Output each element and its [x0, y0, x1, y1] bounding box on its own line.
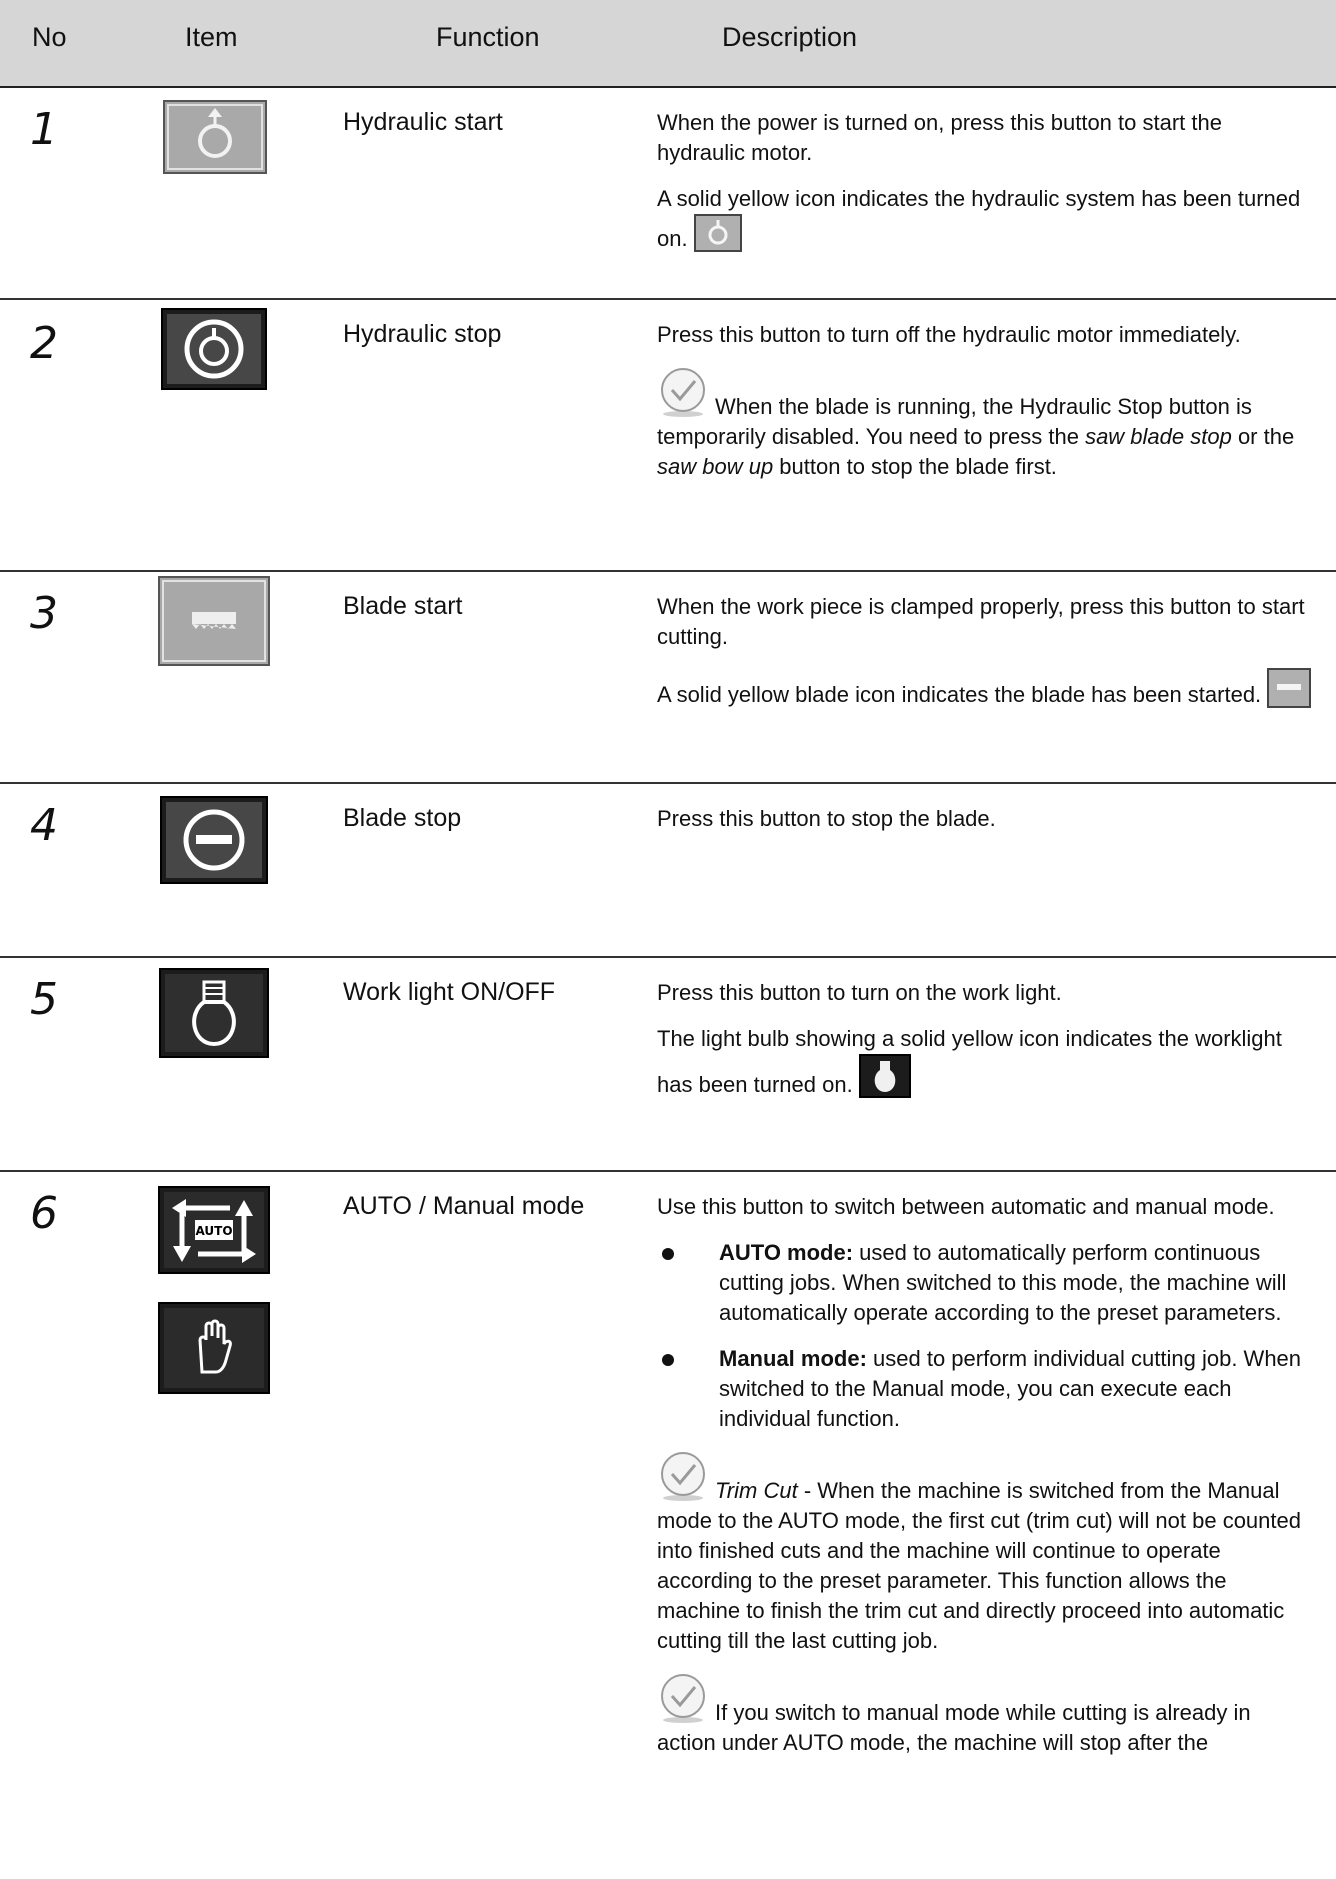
bullet-label: AUTO mode:: [719, 1240, 854, 1265]
description-text: When the work piece is clamped properly, press this button to start cutting.: [657, 594, 1305, 649]
description-text: Press this button to turn off the hydraulic motor immediately.: [657, 322, 1241, 347]
manual-hand-icon[interactable]: [158, 1302, 270, 1394]
note-emphasis: saw bow up: [657, 454, 774, 479]
header-function: Function: [436, 22, 540, 52]
bullet-icon: [662, 1248, 674, 1260]
table-row: [0, 300, 1336, 572]
auto-mode-icon[interactable]: [158, 1186, 270, 1274]
header-item: Item: [185, 22, 238, 52]
blade-stop-icon[interactable]: [160, 796, 268, 884]
header-no: No: [32, 22, 67, 52]
row-number: 4: [30, 800, 58, 851]
row-description: [657, 592, 1312, 726]
blade-start-icon[interactable]: [158, 576, 270, 666]
row-number: 6: [30, 1188, 58, 1239]
hydraulic-stop-icon[interactable]: [161, 308, 267, 390]
description-text: A solid yellow icon indicates the hydraulic system has been turned on.: [657, 186, 1301, 251]
bullet-label: Manual mode:: [719, 1346, 867, 1371]
bullet-icon: [662, 1354, 674, 1366]
light-on-icon: [859, 1054, 911, 1098]
description-text: Use this button to switch between automatic and manual mode.: [657, 1194, 1275, 1219]
table-row: [0, 958, 1336, 1172]
table-row: [0, 88, 1336, 300]
table-row: [0, 784, 1336, 958]
row-number: 1: [30, 104, 58, 155]
svg-text:AUTO: AUTO: [195, 1224, 233, 1238]
row-description: [657, 978, 1312, 1116]
note-text: [657, 1672, 1312, 1758]
row-number: 5: [30, 974, 58, 1025]
table-row: [0, 1172, 1336, 1879]
note-text: When the blade is running, the Hydraulic Stop button is temporarily disabled. You need to press the: [657, 394, 1252, 449]
checkmark-note-icon: [657, 1450, 709, 1502]
row-number: 3: [30, 588, 58, 639]
description-text: When the power is turned on, press this button to start the hydraulic motor.: [657, 110, 1222, 165]
note-emphasis: Trim Cut: [715, 1478, 798, 1503]
hydraulic-start-icon[interactable]: [163, 100, 267, 174]
description-text: [657, 1024, 1312, 1100]
row-description: [657, 108, 1312, 270]
row-description: [657, 1192, 1312, 1774]
note-text: If you switch to manual mode while cutting is already in action under AUTO mode, the machine will stop after the: [657, 1700, 1251, 1755]
function-label: Work light ON/OFF: [343, 978, 556, 1006]
note-text: [657, 1450, 1312, 1656]
note-text: - When the machine is switched from the Manual mode to the AUTO mode, the first cut (trim cut) will not be counted into finished cuts and the machine will continue to operate according to the preset parameter. This function allows the machine to finish the trim cut and directly proceed into automatic cutting till the last cutting job.: [657, 1478, 1301, 1653]
description-text: Press this button to turn on the work light.: [657, 980, 1062, 1005]
light-bulb-icon[interactable]: [159, 968, 269, 1058]
function-label: AUTO / Manual mode: [343, 1192, 585, 1220]
function-label: Blade stop: [343, 804, 462, 832]
row-description: [657, 320, 1312, 498]
bullet-text: used to perform individual cutting job. When switched to the Manual mode, you can execute each individual function.: [719, 1346, 1302, 1431]
function-label: Hydraulic start: [343, 108, 503, 136]
checkmark-note-icon: [657, 1672, 709, 1724]
hydraulic-on-icon: [694, 214, 742, 252]
note-text: or the: [1231, 424, 1295, 449]
note-emphasis: saw blade stop: [1085, 424, 1232, 449]
bullet-text: used to automatically perform continuous cutting jobs. When switched to this mode, the machine will automatically operate according to the preset parameters.: [719, 1240, 1287, 1325]
description-text: [657, 668, 1312, 710]
blade-on-icon: [1267, 668, 1311, 708]
note-text: [657, 366, 1312, 482]
table-row: [0, 572, 1336, 784]
list-item: [657, 1344, 1312, 1434]
table-header: [0, 0, 1336, 88]
row-number: 2: [30, 318, 58, 369]
row-description: [657, 804, 1312, 850]
function-label: Blade start: [343, 592, 463, 620]
function-label: Hydraulic stop: [343, 320, 502, 348]
description-text: [657, 184, 1312, 254]
description-text: The light bulb showing a solid yellow icon indicates the worklight has been turned on.: [657, 1026, 1282, 1097]
checkmark-note-icon: [657, 366, 709, 418]
list-item: [657, 1238, 1312, 1328]
note-text: button to stop the blade first.: [773, 454, 1057, 479]
description-text: Press this button to stop the blade.: [657, 806, 996, 831]
header-description: Description: [722, 22, 858, 52]
description-text: A solid yellow blade icon indicates the blade has been started.: [657, 682, 1262, 707]
